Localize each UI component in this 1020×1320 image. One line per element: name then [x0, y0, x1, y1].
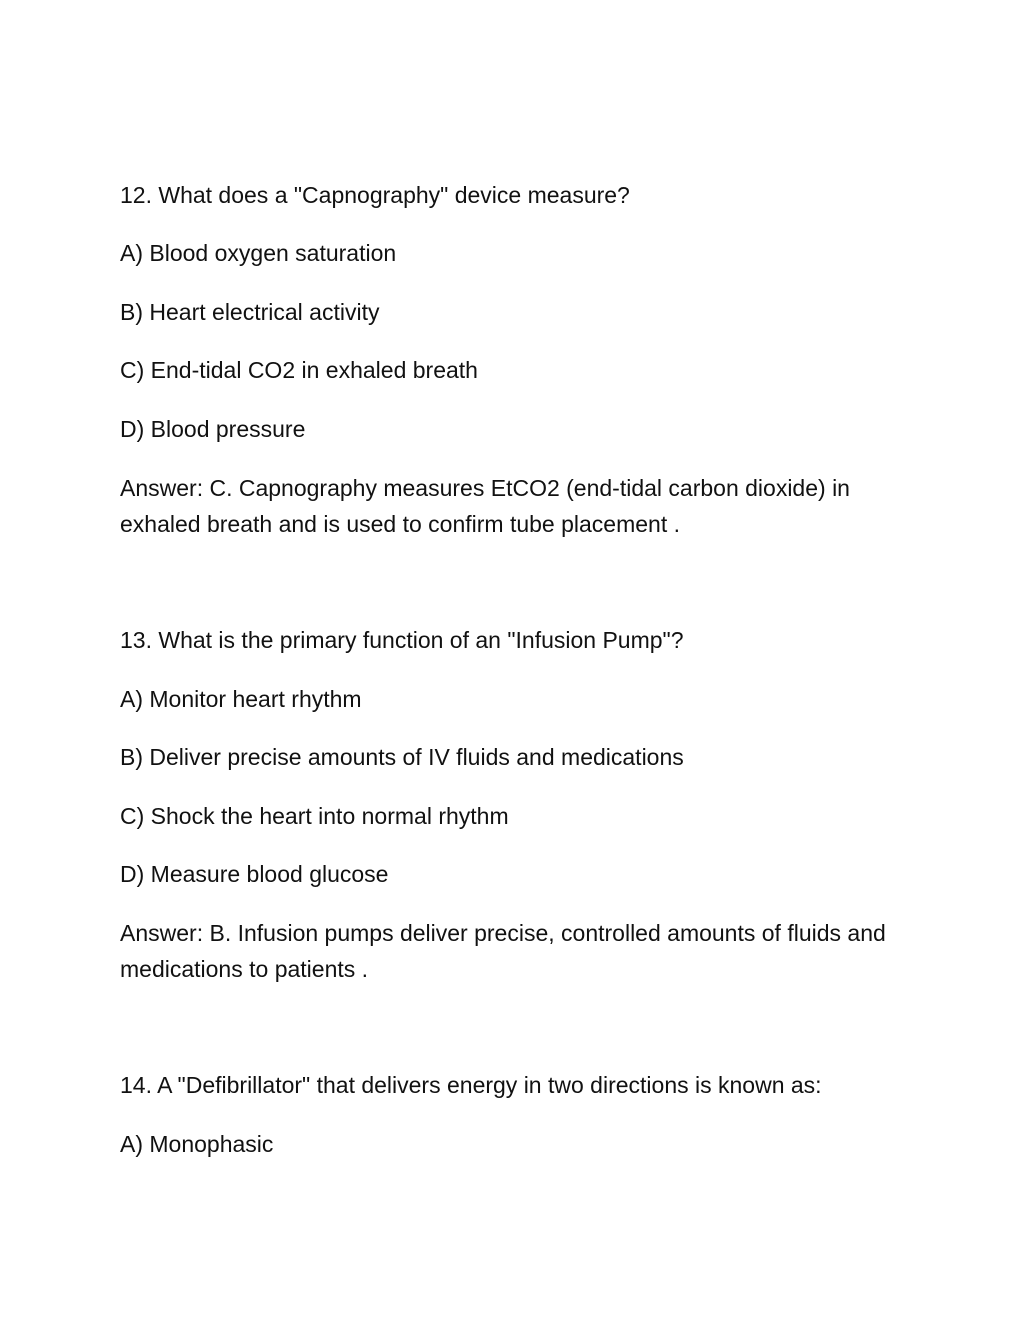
question-14-text: 14. A "Defibrillator" that delivers energy in two directions is known as:	[120, 1072, 822, 1098]
question-13-option-c: C) Shock the heart into normal rhythm	[120, 803, 509, 829]
question-12-option-c: C) End-tidal CO2 in exhaled breath	[120, 357, 478, 383]
question-13-option-d: D) Measure blood glucose	[120, 861, 389, 887]
question-14-option-a: A) Monophasic	[120, 1131, 274, 1157]
question-12-answer: Answer: C. Capnography measures EtCO2 (end-tidal carbon dioxide) in exhaled breath and is used to confirm tube placement .	[120, 475, 850, 537]
question-12-option-a: A) Blood oxygen saturation	[120, 240, 397, 266]
question-13-option-b: B) Deliver precise amounts of IV fluids and medications	[120, 744, 684, 770]
question-12-option-d: D) Blood pressure	[120, 416, 306, 442]
question-13-option-a: A) Monitor heart rhythm	[120, 686, 362, 712]
question-13-answer: Answer: B. Infusion pumps deliver precise, controlled amounts of fluids and medications to patients .	[120, 920, 886, 982]
question-13-text: 13. What is the primary function of an "Infusion Pump"?	[120, 627, 684, 653]
question-12-text: 12. What does a "Capnography" device measure?	[120, 182, 630, 208]
question-12-option-b: B) Heart electrical activity	[120, 299, 380, 325]
